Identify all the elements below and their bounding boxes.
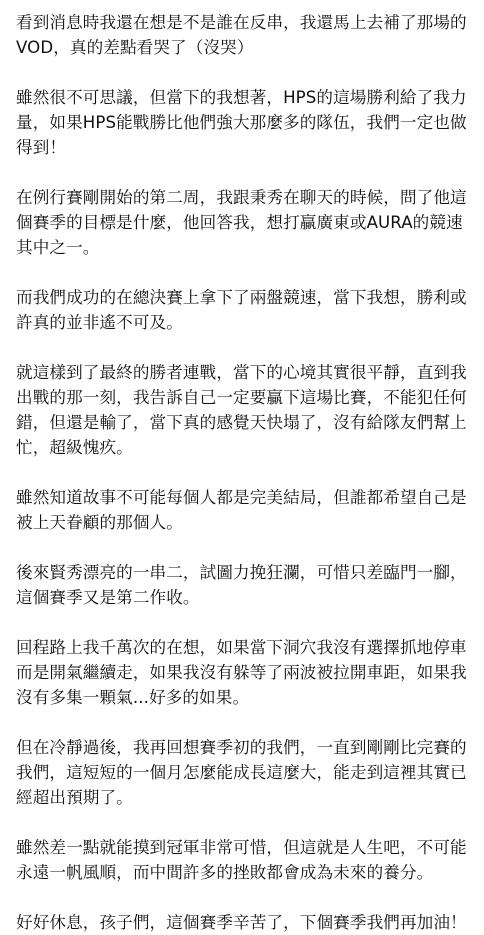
paragraph-4: 而我們成功的在總決賽上拿下了兩盤競速，當下我想，勝利或許真的並非遙不可及。: [16, 288, 467, 332]
paragraph-7: 後來賢秀漂亮的一串二，試圖力挽狂瀾，可惜只差臨門一腳，這個賽季又是第二作收。: [16, 563, 467, 607]
paragraph-5: 就這樣到了最終的勝者連戰，當下的心境其實很平靜，直到我出戰的那一刻，我告訴自己一定要贏下這場比賽，不能犯任何錯，但還是輸了，當下真的感覺天快塌了，沒有給隊友們幫上忙，超級愧疚。: [16, 363, 467, 457]
paragraph-9: 但在冷靜過後，我再回想賽季初的我們，一直到剛剛比完賽的我們，這短短的一個月怎麼能成長這麼大，能走到這裡其實已經超出預期了。: [16, 738, 467, 807]
paragraph-8: 回程路上我千萬次的在想，如果當下洞穴我沒有選擇抓地停車而是開氣繼續走，如果我沒有躲等了兩波被拉開車距，如果我沒有多集一顆氣...好多的如果。: [16, 638, 467, 707]
paragraph-1: 看到消息時我還在想是不是誰在反串，我還馬上去補了那場的VOD，真的差點看哭了（沒哭）: [16, 13, 467, 57]
paragraph-2: 雖然很不可思議，但當下的我想著，HPS的這場勝利給了我力量，如果HPS能戰勝比他們強大那麼多的隊伍，我們一定也做得到！: [16, 88, 467, 157]
paragraph-3: 在例行賽剛開始的第二周，我跟秉秀在聊天的時候，問了他這個賽季的目標是什麼，他回答我，想打贏廣東或AURA的競速其中之一。: [16, 188, 467, 257]
paragraph-6: 雖然知道故事不可能每個人都是完美結局，但誰都希望自己是被上天眷顧的那個人。: [16, 488, 467, 532]
paragraph-11: 好好休息，孩子們，這個賽季辛苦了，下個賽季我們再加油！: [16, 913, 467, 932]
paragraph-10: 雖然差一點就能摸到冠軍非常可惜，但這就是人生吧，不可能永遠一帆風順，而中間許多的挫敗都會成為未來的養分。: [16, 838, 467, 882]
